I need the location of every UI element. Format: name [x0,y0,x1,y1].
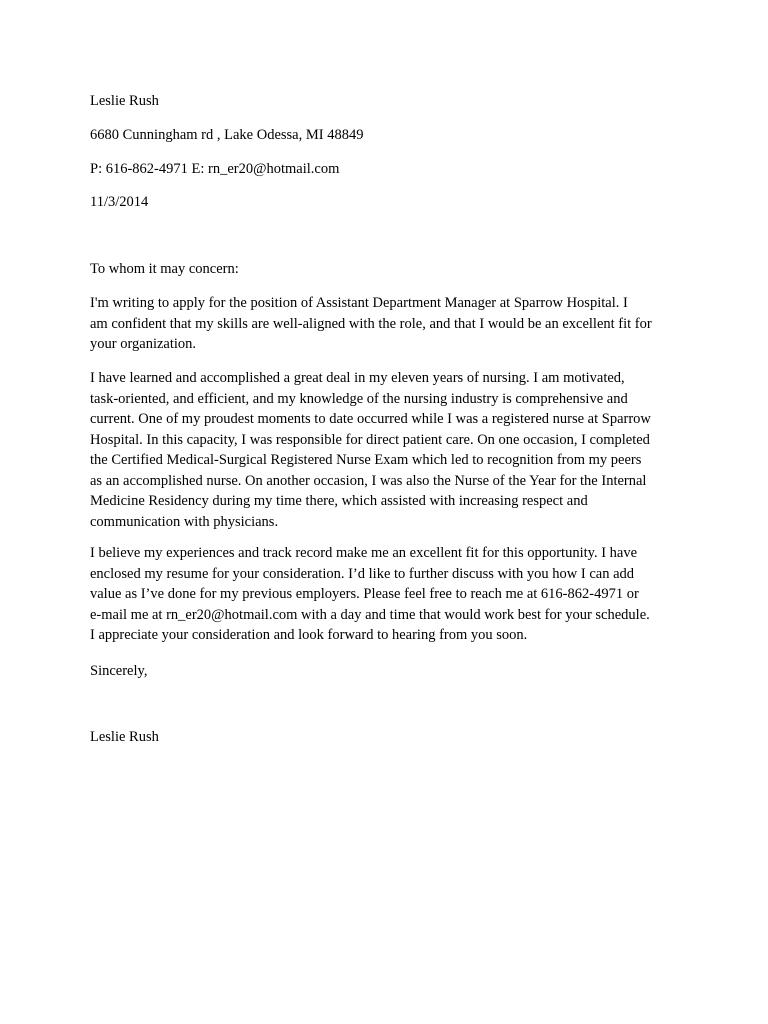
paragraph-closing [90,543,690,646]
paragraph-line: task-oriented, and efficient, and my knowledge of the nursing industry is comprehensive and [90,390,628,407]
paragraph-line: Hospital. In this capacity, I was responsible for direct patient care. On one occasion, I completed [90,431,650,448]
salutation: To whom it may concern: [90,261,239,277]
paragraph-line: enclosed my resume for your consideration. I’d like to further discuss with you how I can add [90,565,635,582]
paragraph-line: value as I’ve done for my previous employers. Please feel free to reach me at 616-862-4971 or [90,586,639,602]
paragraph-line: I have learned and accomplished a great deal in my eleven years of nursing. I am motivated, [90,370,625,386]
paragraph-line: your organization. [90,336,197,352]
paragraph-line: communication with physicians. [90,513,279,530]
paragraph-experience [90,368,690,532]
paragraph-line: the Certified Medical-Surgical Registered Nurse Exam which led to recognition from my peers [90,452,642,468]
closing-line: Sincerely, [90,663,148,679]
sender-address: 6680 Cunningham rd , Lake Odessa, MI 48849 [90,127,364,143]
paragraph-line: I believe my experiences and track record make me an excellent fit for this opportunity. I have [90,545,638,561]
paragraph-line: Medicine Residency during my time there, which assisted with increasing respect and [90,493,588,509]
paragraph-line: current. One of my proudest moments to date occurred while I was a registered nurse at Sparrow [90,411,651,427]
signature-name: Leslie Rush [90,729,159,745]
sender-name: Leslie Rush [90,93,159,109]
paragraph-line: I'm writing to apply for the position of Assistant Department Manager at Sparrow Hospital. I [90,295,628,311]
sender-contact: P: 616-862-4971 E: rn_er20@hotmail.com [90,161,340,177]
paragraph-line: as an accomplished nurse. On another occasion, I was also the Nurse of the Year for the Internal [90,472,647,489]
paragraph-intro [90,293,690,355]
paragraph-line: e-mail me at rn_er20@hotmail.com with a day and time that would work best for your schedule. [90,606,650,623]
paragraph-line: am confident that my skills are well-aligned with the role, and that I would be an excellent fit for [90,315,652,332]
paragraph-line: I appreciate your consideration and look forward to hearing from you soon. [90,627,528,643]
letter-date: 11/3/2014 [90,194,149,210]
